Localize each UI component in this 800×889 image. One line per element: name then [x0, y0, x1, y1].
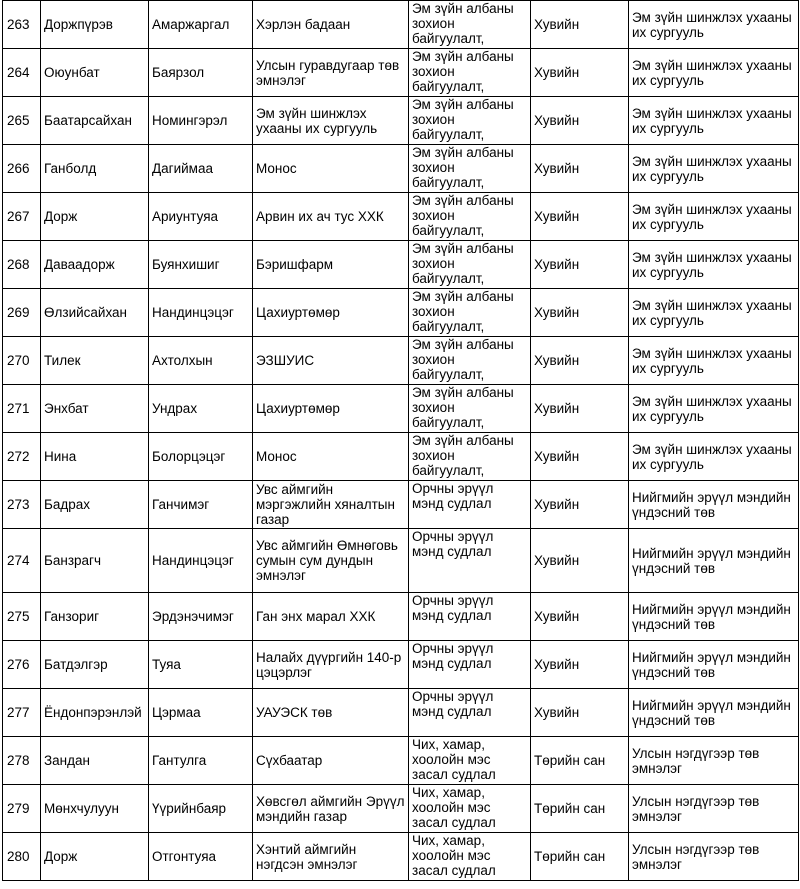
cell-first-name: Отгонтуяа — [149, 833, 253, 881]
cell-funding: Хувийн — [531, 689, 629, 737]
cell-organization: Эм зүйн шинжлэх ухааны их сургууль — [253, 97, 409, 145]
cell-last-name: Дорж — [41, 193, 149, 241]
cell-field-text: Чих, хамар, хоолойн мэс засал судлал — [412, 833, 496, 878]
cell-first-name: Цэрмаа — [149, 689, 253, 737]
table-row — [3, 289, 799, 337]
cell-field-text: Чих, хамар, хоолойн мэс засал судлал — [412, 737, 496, 782]
cell-last-name: Ёндонпэрэнлэй — [41, 689, 149, 737]
table-row — [3, 385, 799, 433]
cell-number: 275 — [3, 593, 41, 641]
cell-funding: Хувийн — [531, 481, 629, 529]
cell-school: Эм зүйн шинжлэх ухааны их сургууль — [629, 385, 799, 433]
cell-number: 274 — [3, 529, 41, 593]
cell-funding: Төрийн сан — [531, 785, 629, 833]
cell-number: 278 — [3, 737, 41, 785]
cell-organization: Цахиуртөмөр — [253, 289, 409, 337]
cell-field — [409, 193, 531, 241]
cell-funding: Төрийн сан — [531, 833, 629, 881]
cell-last-name: Баатарсайхан — [41, 97, 149, 145]
cell-school: Нийгмийн эрүүл мэндийн үндэсний төв — [629, 689, 799, 737]
cell-last-name: Зандан — [41, 737, 149, 785]
cell-organization: Монос — [253, 145, 409, 193]
cell-field-text: Эм зүйн албаны зохион байгуулалт, — [412, 97, 514, 142]
cell-funding: Хувийн — [531, 529, 629, 593]
table-row — [3, 481, 799, 529]
cell-last-name: Ганзориг — [41, 593, 149, 641]
cell-field — [409, 481, 531, 529]
cell-last-name: Мөнхчулуун — [41, 785, 149, 833]
cell-first-name: Ганчимэг — [149, 481, 253, 529]
cell-field — [409, 529, 531, 593]
cell-field — [409, 145, 531, 193]
table-row — [3, 833, 799, 881]
table-row — [3, 241, 799, 289]
table-row — [3, 49, 799, 97]
cell-organization: Хэрлэн бадаан — [253, 1, 409, 49]
cell-funding: Хувийн — [531, 593, 629, 641]
cell-number: 263 — [3, 1, 41, 49]
cell-last-name: Тилек — [41, 337, 149, 385]
cell-number: 270 — [3, 337, 41, 385]
cell-funding: Хувийн — [531, 289, 629, 337]
cell-field — [409, 1, 531, 49]
cell-field — [409, 385, 531, 433]
cell-field — [409, 337, 531, 385]
cell-organization: Бэришфарм — [253, 241, 409, 289]
cell-organization: Налайх дүүргийн 140-р цэцэрлэг — [253, 641, 409, 689]
cell-field — [409, 433, 531, 481]
cell-field-text: Орчны эрүүл мэнд судлал — [412, 641, 494, 671]
cell-field-text: Орчны эрүүл мэнд судлал — [412, 529, 494, 559]
cell-field — [409, 689, 531, 737]
cell-number: 269 — [3, 289, 41, 337]
cell-field — [409, 785, 531, 833]
table-row — [3, 97, 799, 145]
cell-funding: Хувийн — [531, 241, 629, 289]
cell-number: 279 — [3, 785, 41, 833]
cell-field — [409, 49, 531, 97]
cell-field-text: Эм зүйн албаны зохион байгуулалт, — [412, 385, 514, 430]
cell-field — [409, 737, 531, 785]
cell-field — [409, 289, 531, 337]
table-row — [3, 689, 799, 737]
cell-school: Нийгмийн эрүүл мэндийн үндэсний төв — [629, 481, 799, 529]
cell-first-name: Туяа — [149, 641, 253, 689]
cell-field — [409, 833, 531, 881]
cell-organization: Арвин их ач тус ХХК — [253, 193, 409, 241]
cell-number: 277 — [3, 689, 41, 737]
cell-school: Эм зүйн шинжлэх ухааны их сургууль — [629, 97, 799, 145]
registry-table-body — [3, 1, 799, 881]
cell-school: Эм зүйн шинжлэх ухааны их сургууль — [629, 337, 799, 385]
cell-field-text: Орчны эрүүл мэнд судлал — [412, 593, 494, 623]
cell-school: Эм зүйн шинжлэх ухааны их сургууль — [629, 49, 799, 97]
cell-number: 273 — [3, 481, 41, 529]
cell-organization: Хөвсгөл аймгийн Эрүүл мэндийн газар — [253, 785, 409, 833]
cell-last-name: Дорж — [41, 833, 149, 881]
cell-field — [409, 593, 531, 641]
cell-last-name: Өлзийсайхан — [41, 289, 149, 337]
registry-table — [2, 0, 799, 881]
cell-number: 266 — [3, 145, 41, 193]
cell-first-name: Болорцэцэг — [149, 433, 253, 481]
cell-field-text: Эм зүйн албаны зохион байгуулалт, — [412, 193, 514, 238]
cell-first-name: Үүрийнбаяр — [149, 785, 253, 833]
cell-school: Улсын нэгдүгээр төв эмнэлэг — [629, 785, 799, 833]
cell-first-name: Нандинцэцэг — [149, 289, 253, 337]
cell-organization: Хэнтий аймгийн нэгдсэн эмнэлэг — [253, 833, 409, 881]
cell-funding: Хувийн — [531, 193, 629, 241]
cell-field-text: Эм зүйн албаны зохион байгуулалт, — [412, 49, 514, 94]
cell-field — [409, 241, 531, 289]
cell-funding: Хувийн — [531, 1, 629, 49]
cell-funding: Хувийн — [531, 49, 629, 97]
cell-school: Эм зүйн шинжлэх ухааны их сургууль — [629, 241, 799, 289]
cell-last-name: Доржпүрэв — [41, 1, 149, 49]
cell-number: 264 — [3, 49, 41, 97]
cell-field-text: Орчны эрүүл мэнд судлал — [412, 689, 494, 719]
table-row — [3, 641, 799, 689]
table-row — [3, 529, 799, 593]
table-row — [3, 433, 799, 481]
cell-number: 272 — [3, 433, 41, 481]
cell-organization: ЭЗШУИС — [253, 337, 409, 385]
cell-first-name: Ахтолхын — [149, 337, 253, 385]
cell-number: 276 — [3, 641, 41, 689]
cell-last-name: Даваадорж — [41, 241, 149, 289]
cell-field — [409, 641, 531, 689]
cell-school: Улсын нэгдүгээр төв эмнэлэг — [629, 833, 799, 881]
cell-funding: Хувийн — [531, 433, 629, 481]
cell-school: Эм зүйн шинжлэх ухааны их сургууль — [629, 145, 799, 193]
cell-school: Нийгмийн эрүүл мэндийн үндэсний төв — [629, 593, 799, 641]
cell-first-name: Ариунтуяа — [149, 193, 253, 241]
cell-organization: Улсын гуравдугаар төв эмнэлэг — [253, 49, 409, 97]
cell-funding: Хувийн — [531, 145, 629, 193]
cell-field-text: Эм зүйн албаны зохион байгуулалт, — [412, 1, 514, 46]
cell-school: Эм зүйн шинжлэх ухааны их сургууль — [629, 433, 799, 481]
cell-first-name: Буянхишиг — [149, 241, 253, 289]
cell-last-name: Нина — [41, 433, 149, 481]
cell-funding: Төрийн сан — [531, 737, 629, 785]
table-row — [3, 1, 799, 49]
table-row — [3, 737, 799, 785]
cell-field-text: Чих, хамар, хоолойн мэс засал судлал — [412, 785, 496, 830]
cell-last-name: Энхбат — [41, 385, 149, 433]
cell-first-name: Дагиймаа — [149, 145, 253, 193]
cell-organization: Сүхбаатар — [253, 737, 409, 785]
cell-organization: Монос — [253, 433, 409, 481]
cell-school: Нийгмийн эрүүл мэндийн үндэсний төв — [629, 529, 799, 593]
cell-organization: Ган энх марал ХХК — [253, 593, 409, 641]
cell-organization: Увс аймгийн Өмнөговь сумын сум дундын эмнэлэг — [253, 529, 409, 593]
cell-number: 265 — [3, 97, 41, 145]
cell-first-name: Гантулга — [149, 737, 253, 785]
cell-last-name: Банзрагч — [41, 529, 149, 593]
cell-field — [409, 97, 531, 145]
table-row — [3, 193, 799, 241]
cell-last-name: Бадрах — [41, 481, 149, 529]
cell-field-text: Орчны эрүүл мэнд судлал — [412, 481, 494, 511]
cell-funding: Хувийн — [531, 641, 629, 689]
cell-last-name: Батдэлгэр — [41, 641, 149, 689]
cell-field-text: Эм зүйн албаны зохион байгуулалт, — [412, 337, 514, 382]
cell-field-text: Эм зүйн албаны зохион байгуулалт, — [412, 433, 514, 478]
cell-organization: УАУЭСК төв — [253, 689, 409, 737]
cell-funding: Хувийн — [531, 337, 629, 385]
table-row — [3, 145, 799, 193]
table-row — [3, 593, 799, 641]
cell-number: 267 — [3, 193, 41, 241]
cell-school: Улсын нэгдүгээр төв эмнэлэг — [629, 737, 799, 785]
table-row — [3, 337, 799, 385]
cell-number: 268 — [3, 241, 41, 289]
cell-funding: Хувийн — [531, 97, 629, 145]
cell-number: 271 — [3, 385, 41, 433]
cell-field-text: Эм зүйн албаны зохион байгуулалт, — [412, 241, 514, 286]
cell-field-text: Эм зүйн албаны зохион байгуулалт, — [412, 289, 514, 334]
cell-school: Эм зүйн шинжлэх ухааны их сургууль — [629, 193, 799, 241]
cell-school: Эм зүйн шинжлэх ухааны их сургууль — [629, 289, 799, 337]
cell-last-name: Ганболд — [41, 145, 149, 193]
cell-first-name: Эрдэнэчимэг — [149, 593, 253, 641]
cell-first-name: Ундрах — [149, 385, 253, 433]
cell-funding: Хувийн — [531, 385, 629, 433]
cell-number: 280 — [3, 833, 41, 881]
cell-organization: Увс аймгийн мэргэжлийн хяналтын газар — [253, 481, 409, 529]
cell-first-name: Баярзол — [149, 49, 253, 97]
cell-school: Нийгмийн эрүүл мэндийн үндэсний төв — [629, 641, 799, 689]
cell-school: Эм зүйн шинжлэх ухааны их сургууль — [629, 1, 799, 49]
cell-first-name: Номингэрэл — [149, 97, 253, 145]
cell-last-name: Оюунбат — [41, 49, 149, 97]
cell-organization: Цахиуртөмөр — [253, 385, 409, 433]
table-row — [3, 785, 799, 833]
cell-first-name: Амаржаргал — [149, 1, 253, 49]
cell-field-text: Эм зүйн албаны зохион байгуулалт, — [412, 145, 514, 190]
cell-first-name: Нандинцэцэг — [149, 529, 253, 593]
